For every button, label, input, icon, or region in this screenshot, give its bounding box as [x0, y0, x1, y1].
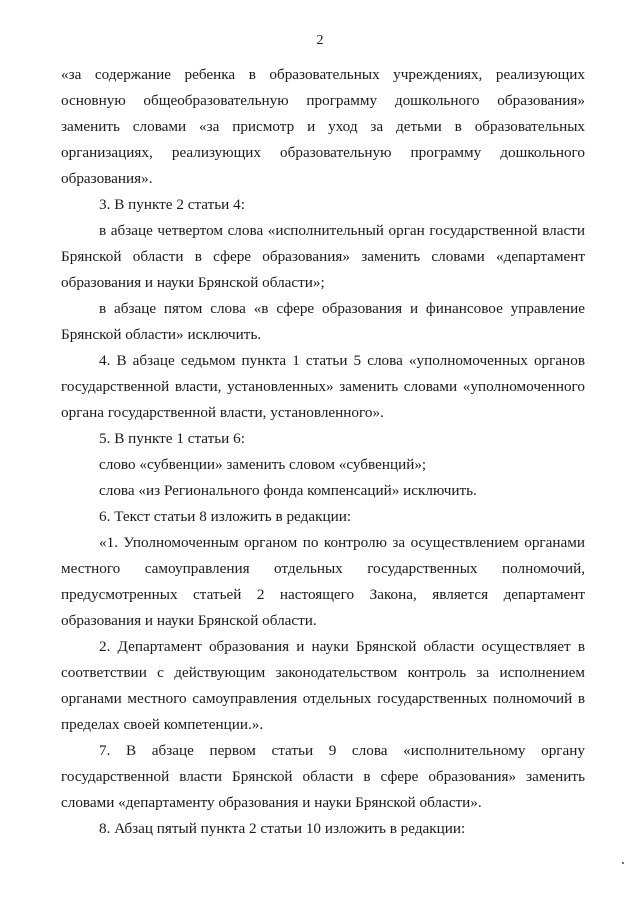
- paragraph-item-6-clause-1: «1. Уполномоченным органом по контролю за осуществлением органами местного самоуправления отдельных государственных полномочий, предусмотренных статьей 2 настоящего Закона, является департамент образования и науки Брянской области.: [61, 534, 585, 629]
- paragraph-item-4: 4. В абзаце седьмом пункта 1 статьи 5 слова «уполномоченных органов государственной власти, установленных» заменить словами «уполномоченного органа государственной власти, установленного».: [61, 352, 585, 421]
- scan-speck: [622, 862, 624, 864]
- paragraph-continuation: «за содержание ребенка в образовательных учреждениях, реализующих основную общеобразовательную программу дошкольного образования» заменить словами «за присмотр и уход за детьми в образовательных организациях, реализующих образовательную программу дошкольного образования».: [61, 66, 585, 187]
- document-body: [61, 62, 585, 842]
- paragraph-item-5: 5. В пункте 1 статьи 6:: [99, 430, 245, 447]
- page-number: 2: [316, 33, 324, 48]
- paragraph-item-8: 8. Абзац пятый пункта 2 статьи 10 изложить в редакции:: [99, 820, 466, 837]
- paragraph-item-6-clause-2: 2. Департамент образования и науки Брянской области осуществляет в соответствии с действующим законодательством контроль за исполнением органами местного самоуправления отдельных государственных полномочий в пределах своей компетенции.».: [61, 638, 585, 733]
- paragraph-item-3-abzac-5: в абзаце пятом слова «в сфере образования и финансовое управление Брянской области» исключить.: [61, 300, 585, 343]
- paragraph-item-6: 6. Текст статьи 8 изложить в редакции:: [99, 508, 352, 525]
- paragraph-item-3: 3. В пункте 2 статьи 4:: [99, 196, 245, 213]
- paragraph-item-5-subvencii: слово «субвенции» заменить словом «субвенций»;: [99, 456, 427, 473]
- paragraph-item-3-abzac-4: в абзаце четвертом слова «исполнительный орган государственной власти Брянской области в сфере образования» заменить словами «департамент образования и науки Брянской области»;: [61, 222, 585, 291]
- paragraph-item-7: 7. В абзаце первом статьи 9 слова «исполнительному органу государственной власти Брянской области в сфере образования» заменить словами «департаменту образования и науки Брянской области».: [61, 742, 585, 811]
- paragraph-item-5-fond: слова «из Регионального фонда компенсаций» исключить.: [99, 482, 477, 499]
